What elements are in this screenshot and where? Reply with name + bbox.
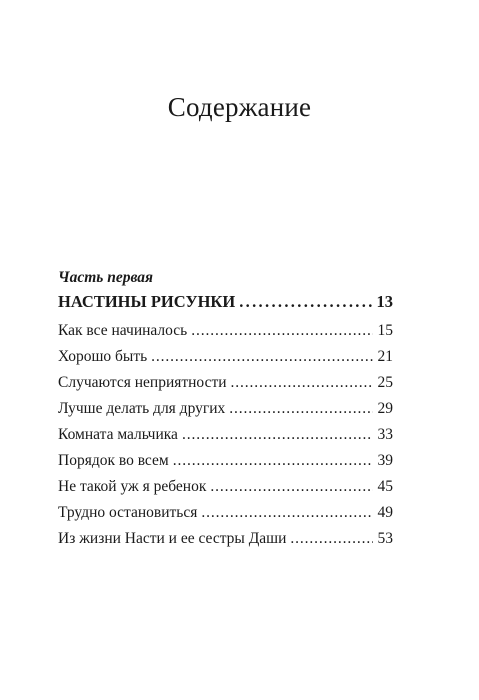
toc-entry[interactable] bbox=[58, 474, 393, 500]
toc-entry-title: Трудно остановиться bbox=[58, 504, 198, 521]
toc-entry[interactable] bbox=[58, 500, 393, 526]
toc-entry-page: 15 bbox=[377, 322, 393, 339]
part-label: Часть первая bbox=[58, 269, 154, 286]
toc-entry[interactable] bbox=[58, 396, 393, 422]
dot-leader bbox=[201, 500, 373, 526]
toc-entry[interactable] bbox=[58, 422, 393, 448]
toc-entry[interactable] bbox=[58, 318, 393, 344]
toc-part-page: 13 bbox=[376, 292, 393, 311]
table-of-contents bbox=[58, 268, 393, 552]
page-title: Содержание bbox=[167, 92, 312, 122]
toc-part-entry[interactable] bbox=[58, 288, 393, 316]
toc-entry-page: 39 bbox=[377, 452, 393, 469]
toc-entry-title: Случаются неприятности bbox=[58, 374, 227, 391]
toc-entry-title: Не такой уж я ребенок bbox=[58, 478, 207, 495]
dot-leader bbox=[239, 288, 372, 316]
toc-entry[interactable] bbox=[58, 370, 393, 396]
toc-entry[interactable] bbox=[58, 448, 393, 474]
toc-part-title: НАСТИНЫ РИСУНКИ bbox=[58, 292, 236, 311]
toc-entry-title: Из жизни Насти и ее сестры Даши bbox=[58, 530, 287, 547]
dot-leader bbox=[210, 474, 373, 500]
dot-leader bbox=[290, 526, 373, 552]
toc-entry-page: 25 bbox=[377, 374, 393, 391]
toc-entry-page: 53 bbox=[377, 530, 393, 547]
dot-leader bbox=[229, 396, 373, 422]
toc-entry[interactable] bbox=[58, 344, 393, 370]
dot-leader bbox=[231, 370, 373, 396]
toc-entry[interactable] bbox=[58, 526, 393, 552]
toc-entry-title: Порядок во всем bbox=[58, 452, 169, 469]
dot-leader bbox=[182, 422, 373, 448]
toc-entry-title: Хорошо быть bbox=[58, 348, 148, 365]
toc-entry-page: 49 bbox=[377, 504, 393, 521]
dot-leader bbox=[173, 448, 373, 474]
dot-leader bbox=[151, 344, 373, 370]
toc-entry-page: 29 bbox=[377, 400, 393, 417]
toc-entry-page: 45 bbox=[377, 478, 393, 495]
dot-leader bbox=[191, 318, 373, 344]
toc-entry-page: 33 bbox=[377, 426, 393, 443]
toc-entry-title: Лучше делать для других bbox=[58, 400, 226, 417]
toc-entry-page: 21 bbox=[377, 348, 393, 365]
toc-entry-title: Комната мальчика bbox=[58, 426, 178, 443]
toc-entry-title: Как все начиналось bbox=[58, 322, 188, 339]
